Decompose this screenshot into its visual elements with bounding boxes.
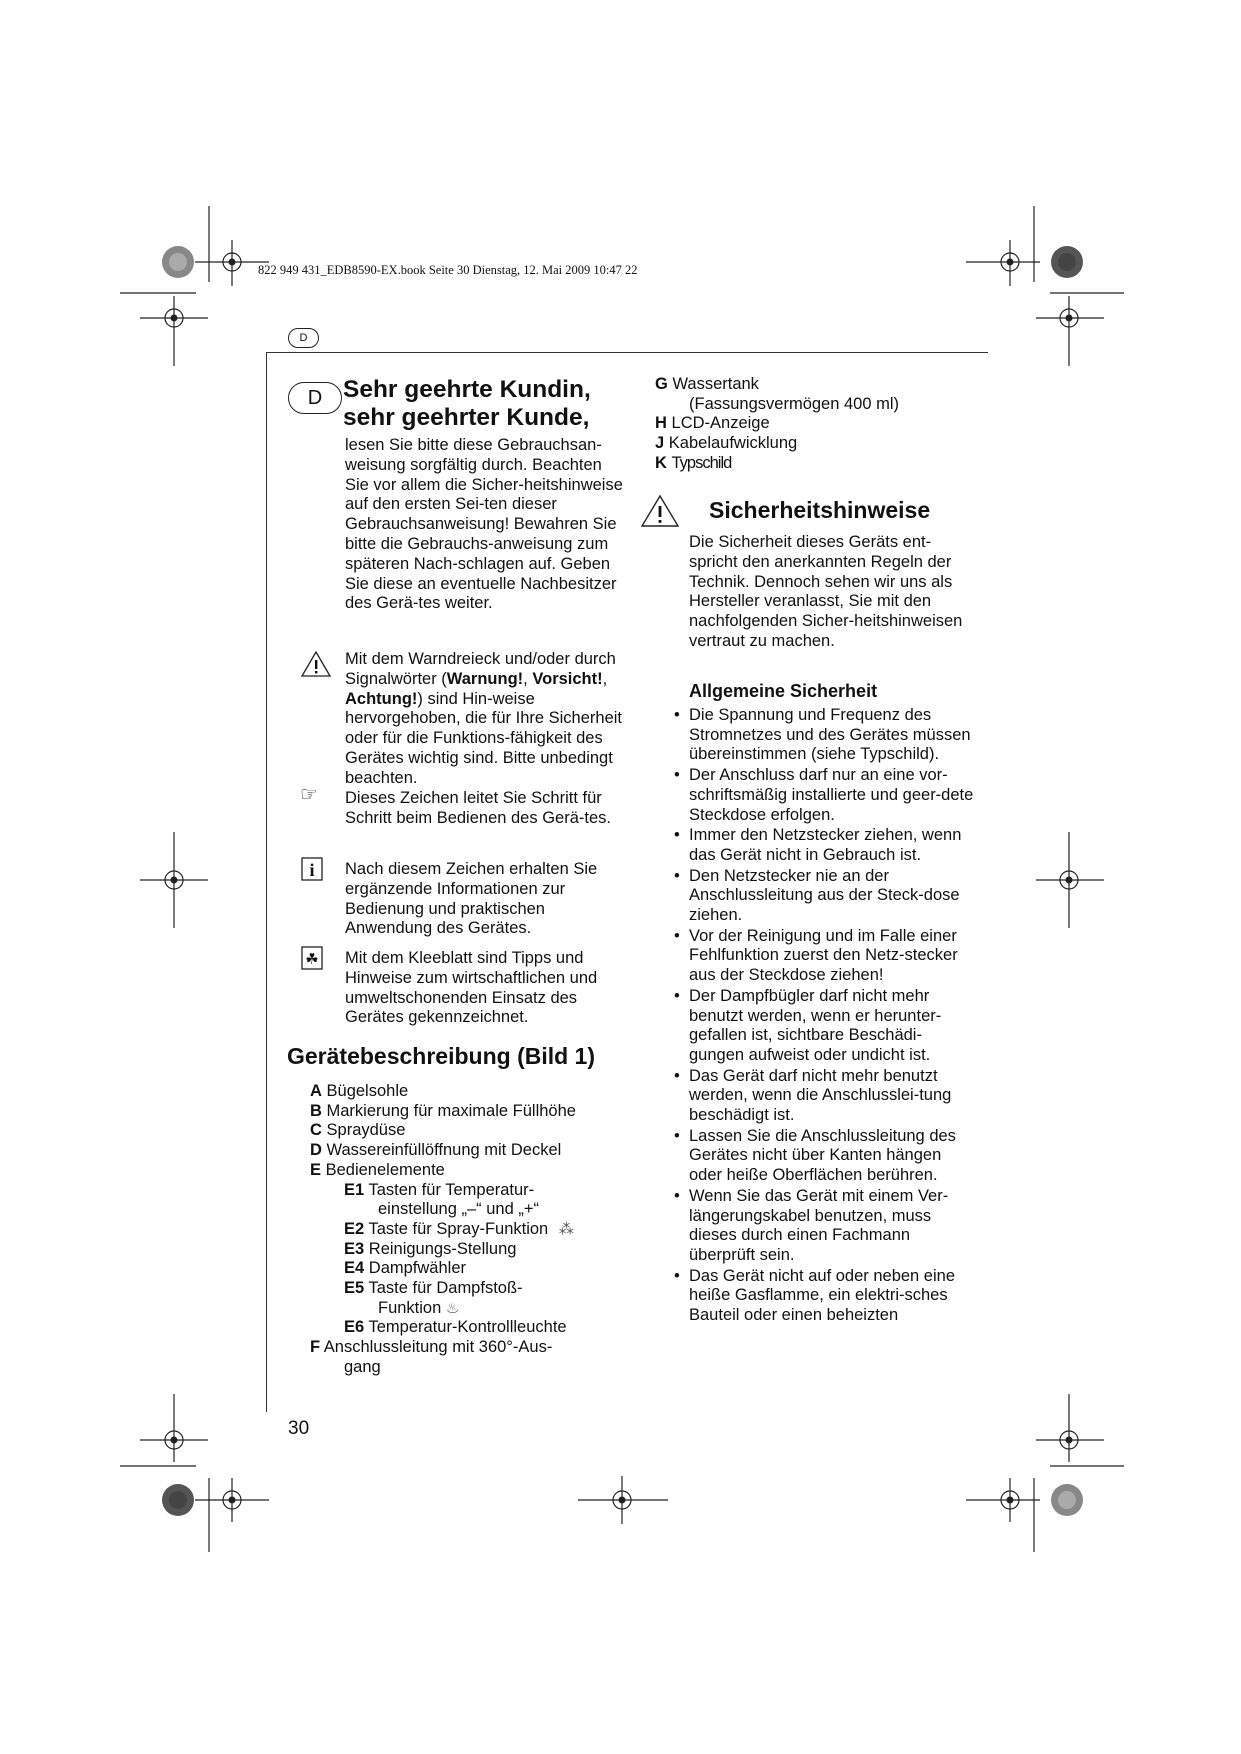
list-item: J Kabelaufwicklung	[655, 434, 798, 453]
steam-burst-icon: ♨	[445, 1298, 460, 1317]
list-item: • Wenn Sie das Gerät mit einem Ver-längerungskabel benutzen, muss dieses durch einen Fachmann überprüft sein.	[674, 1187, 974, 1266]
list-item: • Den Netzstecker nie an der Anschlussleitung aus der Steck-dose ziehen.	[674, 867, 974, 926]
warning-note-text-start: Mit dem Warndreieck und/oder durch Signalwörter (	[345, 650, 616, 688]
svg-text:☘: ☘	[305, 950, 319, 968]
safety-bullet-list	[674, 706, 974, 1327]
list-item: • Der Dampfbügler darf nicht mehr benutzt werden, wenn er herunter-gefallen ist, sichtbare Beschädi-gungen aufweist oder undicht ist.	[674, 987, 974, 1066]
device-parts-list-continued	[655, 375, 899, 474]
warning-note: Mit dem Warndreieck und/oder durch Signalwörter (Warnung!, Vorsicht!, Achtung!) sind Hin-weise hervorgehoben, die für Ihre Sicherheit oder für die Funktions-fähigkeit des Gerätes wichtig sind. Bitte unbedingt beachten.	[345, 650, 623, 787]
list-item: • Lassen Sie die Anschlussleitung des Gerätes nicht über Kanten hängen oder heiße Oberflächen berühren.	[674, 1127, 974, 1186]
list-item-continuation: Funktion ♨	[378, 1298, 460, 1317]
list-item: • Das Gerät darf nicht mehr benutzt werden, wenn die Anschlusslei-tung beschädigt ist.	[674, 1067, 974, 1126]
list-item: E2 Taste für Spray-Funktion ⁂	[344, 1219, 574, 1238]
list-item: C Spraydüse	[310, 1121, 406, 1140]
list-item: H LCD-Anzeige	[655, 414, 770, 433]
svg-text:i: i	[309, 860, 315, 880]
step-note: Dieses Zeichen leitet Sie Schritt für Schritt beim Bedienen des Gerä-tes.	[345, 789, 611, 827]
list-item: • Immer den Netzstecker ziehen, wenn das Gerät nicht in Gebrauch ist.	[674, 826, 974, 865]
list-item: E1 Tasten für Temperatur-	[344, 1180, 535, 1199]
greeting-title	[343, 376, 591, 432]
frame-top-rule	[266, 352, 988, 353]
warning-triangle-icon	[300, 650, 332, 678]
list-item: • Vor der Reinigung und im Falle einer Fehlfunktion zuerst den Netz-stecker aus der Steckdose ziehen!	[674, 927, 974, 986]
list-item: F Anschlussleitung mit 360°-Aus-	[310, 1338, 553, 1357]
list-item: E3 Reinigungs-Stellung	[344, 1239, 517, 1258]
device-description-heading: Gerätebeschreibung (Bild 1)	[287, 1043, 596, 1069]
warning-triangle-icon	[640, 494, 680, 528]
list-item: A Bügelsohle	[310, 1082, 409, 1100]
frame-left-rule	[266, 352, 267, 1412]
list-item: B Markierung für maximale Füllhöhe	[310, 1101, 576, 1120]
list-item-continuation: (Fassungsvermögen 400 ml)	[689, 394, 900, 413]
list-item: • Die Spannung und Frequenz des Stromnetzes und des Gerätes müssen übereinstimmen (siehe Typschild).	[674, 706, 974, 765]
language-badge: D	[288, 382, 342, 414]
greeting-line-2: sehr geehrter Kunde,	[343, 404, 590, 431]
general-safety-heading: Allgemeine Sicherheit	[689, 681, 878, 701]
language-badge-small: D	[288, 328, 319, 348]
device-parts-list	[310, 1082, 576, 1378]
signal-word-achtung: Achtung!	[345, 689, 418, 708]
warning-note-text-end: ) sind Hin-weise hervorgehoben, die für Ihre Sicherheit oder für die Funktions-fähigkeit des Gerätes wichtig sind. Bitte unbedingt beachten.	[345, 689, 623, 787]
signal-word-vorsicht: Vorsicht!	[532, 669, 603, 688]
greeting-line-1: Sehr geehrte Kundin,	[343, 376, 591, 403]
file-header-line: 822 949 431_EDB8590-EX.book Seite 30 Dienstag, 12. Mai 2009 10:47 22	[258, 263, 638, 277]
list-item: E4 Dampfwähler	[344, 1259, 466, 1278]
intro-text: lesen Sie bitte diese Gebrauchsan-weisung sorgfältig durch. Beachten Sie vor allem die Sicher-heitshinweise auf den ersten Sei-ten dieser Gebrauchsanweisung! Bewahren Sie bitte die Gebrauchs-anweisung zum späteren Nach-schlagen auf. Geben Sie diese an eventuelle Nachbesitzer des Gerä-tes weiter.	[345, 436, 623, 613]
page-number: 30	[288, 1418, 310, 1439]
list-item: E5 Taste für Dampfstoß-	[344, 1279, 523, 1298]
list-item: K Typschild	[655, 453, 732, 472]
list-item: • Das Gerät nicht auf oder neben eine heiße Gasflamme, ein elektri-sches Bauteil oder einen beheizten	[674, 1267, 974, 1326]
list-item: E Bedienelemente	[310, 1160, 445, 1179]
safety-heading: Sicherheitshinweise	[709, 497, 931, 523]
list-item: • Der Anschluss darf nur an eine vor-schriftsmäßig installierte und geer-dete Steckdose erfolgen.	[674, 766, 974, 825]
list-item: G Wassertank	[655, 375, 759, 393]
spray-icon: ⁂	[558, 1219, 574, 1238]
clover-note: Mit dem Kleeblatt sind Tipps und Hinweise zum wirtschaftlichen und umweltschonenden Einsatz des Gerätes gekennzeichnet.	[345, 949, 598, 1027]
pointing-hand-icon: ☞	[300, 782, 318, 806]
info-icon	[301, 857, 323, 881]
clover-icon	[301, 946, 323, 970]
list-item-continuation: gang	[344, 1357, 381, 1376]
signal-word-warnung: Warnung!	[446, 669, 524, 688]
list-item-continuation: einstellung „–“ und „+“	[378, 1200, 539, 1219]
safety-intro: Die Sicherheit dieses Geräts ent-spricht den anerkannten Regeln der Technik. Dennoch sehen wir uns als Hersteller veranlasst, Sie mit den nachfolgenden Sicher-heitshinweisen vertraut zu machen.	[689, 533, 963, 650]
info-note: Nach diesem Zeichen erhalten Sie ergänzende Informationen zur Bedienung und praktischen Anwendung des Gerätes.	[345, 860, 598, 938]
list-item: D Wassereinfüllöffnung mit Deckel	[310, 1141, 562, 1160]
list-item: E6 Temperatur-Kontrollleuchte	[344, 1318, 567, 1337]
